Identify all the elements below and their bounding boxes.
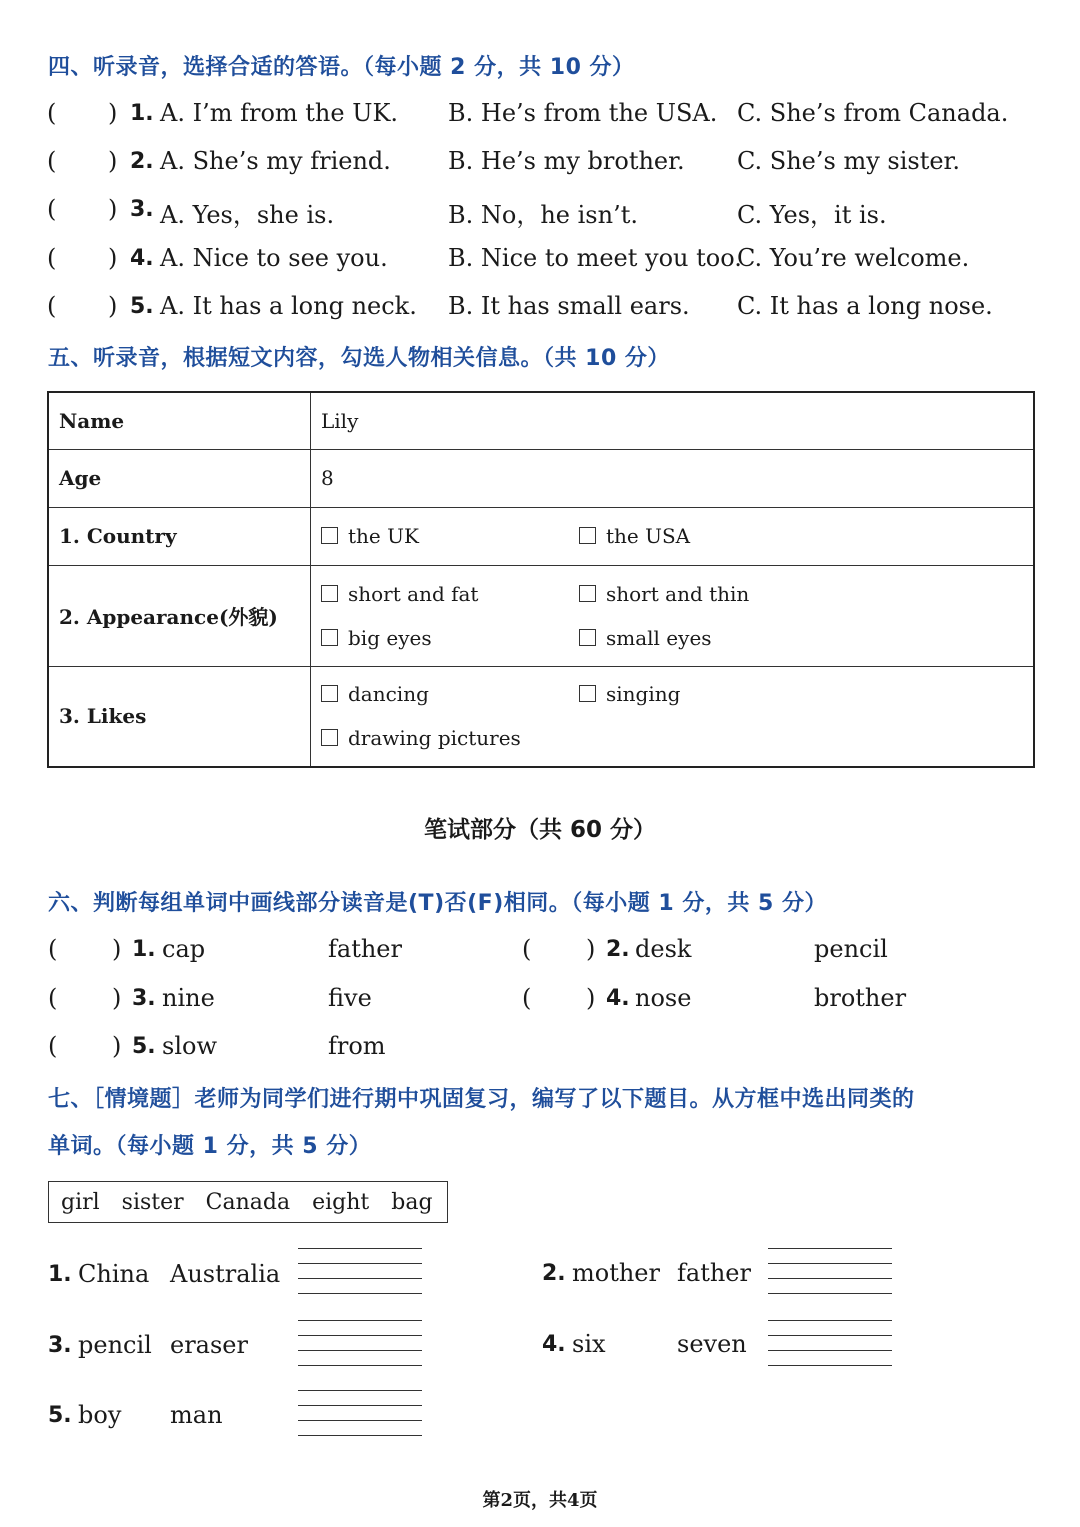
option-a: A. It has a long neck. xyxy=(160,292,417,320)
answer-paren-open: ( xyxy=(47,195,57,223)
checkbox-icon[interactable] xyxy=(579,585,596,602)
name-label: Name xyxy=(48,392,311,449)
answer-paren-close: ) xyxy=(108,195,118,223)
word-bank-item: Canada xyxy=(205,1190,291,1215)
appearance-label: 2. Appearance(外貌) xyxy=(48,565,311,666)
answer-paren-open: ( xyxy=(522,984,532,1012)
word-1: six xyxy=(572,1330,606,1358)
answer-paren-close: ) xyxy=(108,244,118,272)
checkbox-option[interactable]: drawing pictures xyxy=(321,716,579,760)
checkbox-icon[interactable] xyxy=(579,685,596,702)
word-1: boy xyxy=(78,1401,122,1429)
table-row xyxy=(48,666,1034,767)
likes-label: 3. Likes xyxy=(48,666,311,767)
question-number: 3. xyxy=(48,1333,72,1358)
section7-title-line1: 七、［情境题］老师为同学们进行期中巩固复习，编写了以下题目。从方框中选出同类的 xyxy=(48,1087,915,1112)
answer-paren-close: ) xyxy=(108,147,118,175)
table-row xyxy=(48,392,1034,449)
answer-paren-close: ) xyxy=(112,935,122,963)
checkbox-option[interactable]: the USA xyxy=(579,524,837,548)
option-c: C. You’re welcome. xyxy=(737,244,970,272)
question-number: 2. xyxy=(606,937,630,962)
word-2: Australia xyxy=(170,1260,281,1288)
country-label: 1. Country xyxy=(48,507,311,565)
answer-blank[interactable] xyxy=(298,1320,422,1366)
checkbox-icon[interactable] xyxy=(321,527,338,544)
word-2: seven xyxy=(677,1330,747,1358)
word-1: desk xyxy=(635,935,692,963)
section7-title-line2: 单词。（每小题 1 分，共 5 分） xyxy=(48,1134,372,1159)
checkbox-option[interactable]: short and fat xyxy=(321,572,579,616)
answer-paren-open: ( xyxy=(48,984,58,1012)
answer-blank[interactable] xyxy=(298,1390,422,1436)
checkbox-option[interactable]: the UK xyxy=(321,524,579,548)
question-number: 1. xyxy=(132,937,156,962)
option-a: A. Yes，she is. xyxy=(160,201,335,229)
word-bank-item: girl xyxy=(61,1190,100,1215)
answer-paren-open: ( xyxy=(47,147,57,175)
word-1: mother xyxy=(572,1259,660,1287)
word-2: five xyxy=(328,984,372,1012)
option-b: B. Nice to meet you too. xyxy=(448,244,742,272)
word-2: father xyxy=(328,935,402,963)
option-a: A. She’s my friend. xyxy=(160,147,391,175)
checkbox-icon[interactable] xyxy=(579,527,596,544)
word-1: cap xyxy=(162,935,206,963)
word-2: pencil xyxy=(814,935,888,963)
word-bank-item: eight xyxy=(312,1190,370,1215)
checkbox-icon[interactable] xyxy=(321,585,338,602)
question-number: 5. xyxy=(48,1403,72,1428)
answer-paren-open: ( xyxy=(48,935,58,963)
question-number: 2. xyxy=(542,1261,566,1286)
question-number: 4. xyxy=(130,246,154,271)
checkbox-icon[interactable] xyxy=(321,729,338,746)
section4-title: 四、听录音，选择合适的答语。（每小题 2 分，共 10 分） xyxy=(48,55,635,80)
checkbox-option[interactable]: dancing xyxy=(321,672,579,716)
option-b: B. He’s my brother. xyxy=(448,147,685,175)
word-1: pencil xyxy=(78,1331,152,1359)
section6-title: 六、判断每组单词中画线部分读音是(T)否(F)相同。（每小题 1 分，共 5 分） xyxy=(48,891,828,916)
question-number: 3. xyxy=(130,197,154,222)
word-bank-item: bag xyxy=(391,1190,433,1215)
option-c: C. Yes，it is. xyxy=(737,201,887,229)
info-table xyxy=(47,391,1035,768)
question-number: 2. xyxy=(130,149,154,174)
answer-paren-close: ) xyxy=(586,984,596,1012)
age-label: Age xyxy=(48,449,311,507)
question-number: 5. xyxy=(130,294,154,319)
answer-paren-open: ( xyxy=(47,292,57,320)
option-a: A. I’m from the UK. xyxy=(160,99,398,127)
answer-paren-close: ) xyxy=(112,984,122,1012)
name-value: Lily xyxy=(311,392,1035,449)
word-1: nine xyxy=(162,984,215,1012)
word-bank-item: sister xyxy=(121,1190,184,1215)
appearance-options xyxy=(311,565,1035,666)
checkbox-icon[interactable] xyxy=(321,629,338,646)
option-b: B. No，he isn’t. xyxy=(448,201,638,229)
word-1: nose xyxy=(635,984,692,1012)
option-b: B. It has small ears. xyxy=(448,292,690,320)
country-options xyxy=(311,507,1035,565)
age-value: 8 xyxy=(311,449,1035,507)
question-number: 3. xyxy=(132,986,156,1011)
answer-paren-open: ( xyxy=(522,935,532,963)
question-number: 1. xyxy=(130,101,154,126)
answer-paren-open: ( xyxy=(47,99,57,127)
question-number: 5. xyxy=(132,1034,156,1059)
table-row xyxy=(48,565,1034,666)
answer-paren-close: ) xyxy=(586,935,596,963)
answer-paren-open: ( xyxy=(48,1032,58,1060)
likes-options xyxy=(311,666,1035,767)
checkbox-option[interactable]: short and thin xyxy=(579,572,837,616)
word-1: slow xyxy=(162,1032,217,1060)
word-2: from xyxy=(328,1032,386,1060)
checkbox-option[interactable]: small eyes xyxy=(579,616,837,660)
answer-blank[interactable] xyxy=(768,1320,892,1366)
word-2: man xyxy=(170,1401,223,1429)
checkbox-option[interactable]: big eyes xyxy=(321,616,579,660)
answer-paren-close: ) xyxy=(108,99,118,127)
checkbox-icon[interactable] xyxy=(579,629,596,646)
option-c: C. She’s my sister. xyxy=(737,147,961,175)
answer-blank[interactable] xyxy=(298,1248,422,1294)
checkbox-icon[interactable] xyxy=(321,685,338,702)
option-b: B. He’s from the USA. xyxy=(448,99,718,127)
option-a: A. Nice to see you. xyxy=(160,244,388,272)
page-number-footer: 第2页，共4页 xyxy=(482,1490,598,1511)
question-number: 4. xyxy=(542,1332,566,1357)
checkbox-option[interactable]: singing xyxy=(579,672,837,716)
option-c: C. She’s from Canada. xyxy=(737,99,1009,127)
option-c: C. It has a long nose. xyxy=(737,292,993,320)
word-2: father xyxy=(677,1259,751,1287)
answer-paren-close: ) xyxy=(112,1032,122,1060)
word-1: China xyxy=(78,1260,150,1288)
written-part-title: 笔试部分（共 60 分） xyxy=(423,817,657,843)
answer-blank[interactable] xyxy=(768,1248,892,1294)
table-row xyxy=(48,507,1034,565)
word-bank-box xyxy=(48,1181,448,1223)
question-number: 4. xyxy=(606,986,630,1011)
answer-paren-close: ) xyxy=(108,292,118,320)
word-2: brother xyxy=(814,984,907,1012)
table-row xyxy=(48,449,1034,507)
section5-title: 五、听录音，根据短文内容，勾选人物相关信息。（共 10 分） xyxy=(48,346,670,371)
question-number: 1. xyxy=(48,1262,72,1287)
answer-paren-open: ( xyxy=(47,244,57,272)
word-2: eraser xyxy=(170,1331,248,1359)
